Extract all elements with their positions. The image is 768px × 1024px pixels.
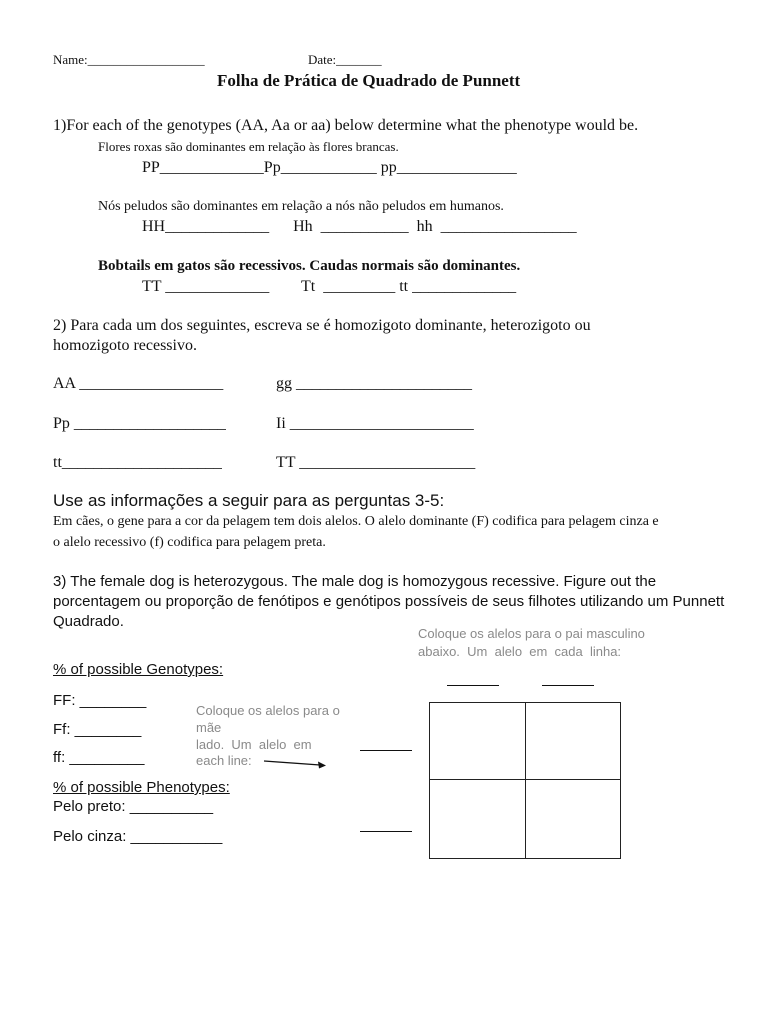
punnett-square <box>429 702 621 859</box>
mother-allele-note-line-2: mãe <box>196 720 222 735</box>
male-allele-blank-1[interactable] <box>447 685 499 686</box>
info-line-1: Em cães, o gene para a cor da pelagem tem dois alelos. O alelo dominante (F) codifica para pelagem cinza e <box>53 514 659 529</box>
punnett-cell-bottom-right[interactable] <box>526 780 620 858</box>
arrow-right-icon <box>262 757 328 771</box>
info-line-2: o alelo recessivo (f) codifica para pelagem preta. <box>53 535 326 550</box>
q3-line-1: 3) The female dog is heterozygous. The male dog is homozygous recessive. Figure out the <box>53 573 657 590</box>
q1-prompt: 1)For each of the genotypes (AA, Aa or aa) below determine what the phenotype would be. <box>53 117 639 134</box>
punnett-cell-bottom-left[interactable] <box>430 780 526 858</box>
q2-row-1-right: gg ______________________ <box>276 375 472 392</box>
q3-line-2: porcentagem ou proporção de fenótipos e genótipos possíveis de seus filhotes utilizando um Punnett <box>53 593 725 610</box>
mother-allele-blank-2[interactable] <box>360 831 412 832</box>
q2-row-2-left: Pp ___________________ <box>53 415 226 432</box>
name-field-label: Name:__________________ <box>53 52 205 67</box>
q1-knuckles-statement: Nós peludos são dominantes em relação a nós não peludos em humanos. <box>98 199 504 214</box>
genotypes-heading: % of possible Genotypes: <box>53 661 224 678</box>
q2-prompt-line-2: homozigoto recessivo. <box>53 337 197 354</box>
male-allele-blank-2[interactable] <box>542 685 594 686</box>
genotype-ff-upper: FF: ________ <box>53 692 147 709</box>
q1-cats-answer-line: TT _____________ Tt _________ tt _____________ <box>142 278 517 295</box>
q2-row-3-right: TT ______________________ <box>276 454 476 471</box>
mother-allele-note-line-3: lado. Um alelo em <box>196 737 312 752</box>
q1-knuckles-answer-line: HH_____________ Hh ___________ hh _________________ <box>142 218 577 235</box>
q2-row-2-right: Ii _______________________ <box>276 415 474 432</box>
male-allele-note-line-1: Coloque os alelos para o pai masculino <box>418 626 645 641</box>
phenotypes-heading: % of possible Phenotypes: <box>53 779 230 796</box>
q2-row-1-left: AA __________________ <box>53 375 224 392</box>
q1-flowers-statement: Flores roxas são dominantes em relação às flores brancas. <box>98 139 399 154</box>
mother-allele-blank-1[interactable] <box>360 750 412 751</box>
info-heading: Use as informações a seguir para as perguntas 3-5: <box>53 491 445 510</box>
q2-row-3-left: tt____________________ <box>53 454 222 471</box>
punnett-cell-top-right[interactable] <box>526 703 620 780</box>
phenotype-gray-coat: Pelo cinza: ___________ <box>53 828 223 845</box>
mother-allele-note-line-1: Coloque os alelos para o <box>196 703 340 718</box>
q1-cats-statement: Bobtails em gatos são recessivos. Caudas normais são dominantes. <box>98 258 521 274</box>
mother-allele-note-line-4: each line: <box>196 753 252 768</box>
genotype-ff-lower: ff: _________ <box>53 749 145 766</box>
q1-flowers-answer-line: PP_____________Pp____________ pp_______________ <box>142 159 517 176</box>
phenotype-black-coat: Pelo preto: __________ <box>53 798 214 815</box>
page-title: Folha de Prática de Quadrado de Punnett <box>217 71 521 90</box>
male-allele-note-line-2: abaixo. Um alelo em cada linha: <box>418 644 622 659</box>
q2-prompt-line-1: 2) Para cada um dos seguintes, escreva se é homozigoto dominante, heterozigoto ou <box>53 317 591 334</box>
date-field-label: Date:_______ <box>308 52 382 67</box>
punnett-cell-top-left[interactable] <box>430 703 526 780</box>
genotype-ff-mixed: Ff: ________ <box>53 721 142 738</box>
q3-line-3: Quadrado. <box>53 613 124 630</box>
